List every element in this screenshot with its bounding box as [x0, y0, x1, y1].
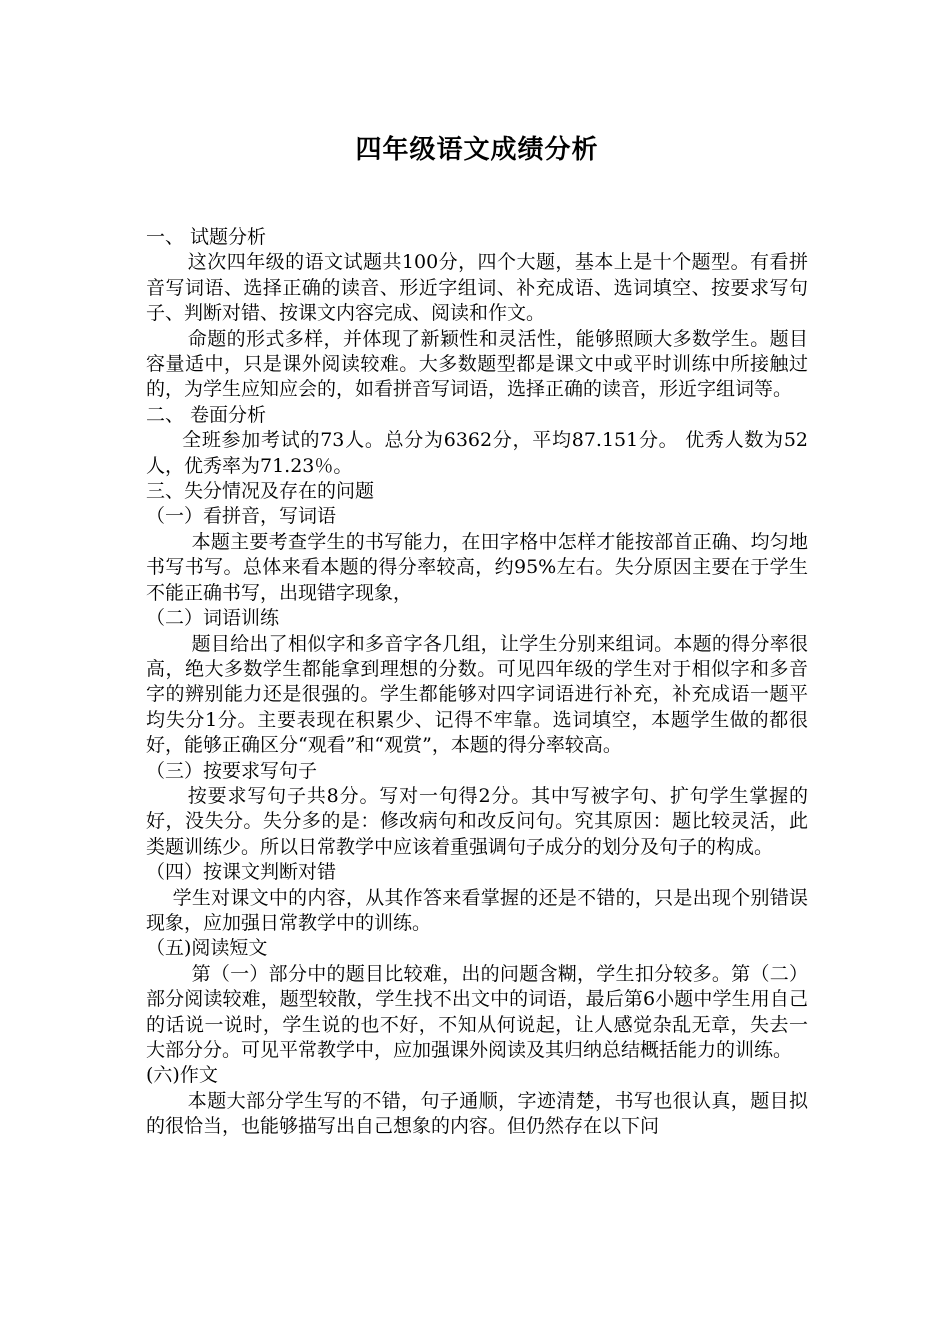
document-title: 四年级语文成绩分析 — [355, 135, 599, 165]
subsection-heading-1: （一）看拼音，写词语 — [146, 505, 337, 528]
subsection-heading-2: （二）词语训练 — [146, 607, 280, 630]
paragraph: 本题大部分学生写的不错，句子通顺，字迹清楚，书写也很认真，题目拟的很恰当，也能够描写出自己想象的内容。但仍然存在以下问 — [146, 1089, 808, 1138]
section-heading-2: 二、 卷面分析 — [146, 403, 267, 426]
paragraph: 本题主要考查学生的书写能力，在田字格中怎样才能按部首正确、均匀地书写书写。总体来看本题的得分率较高，约95%左右。失分原因主要在于学生不能正确书写，出现错字现象， — [146, 530, 808, 604]
paragraph: 题目给出了相似字和多音字各几组，让学生分别来组词。本题的得分率很高，绝大多数学生都能拿到理想的分数。可见四年级的学生对于相似字和多音字的辨别能力还是很强的。学生都能够对四字词语进行补充，补充成语一题平均失分1分。主要表现在积累少、记得不牢靠。选词填空，本题学生做的都很好，能够正确区分“观看”和“观赏”，本题的得分率较高。 — [146, 632, 808, 757]
section-heading-3: 三、失分情况及存在的问题 — [146, 480, 375, 503]
subsection-heading-4: （四）按课文判断对错 — [146, 861, 337, 884]
subsection-heading-5: （五)阅读短文 — [146, 937, 268, 960]
paragraph: 按要求写句子共8分。写对一句得2分。其中写被字句、扩句学生掌握的好，没失分。失分多的是：修改病句和改反问句。究其原因：题比较灵活，此类题训练少。所以日常教学中应该着重强调句子成分的划分及句子的构成。 — [146, 784, 808, 858]
section-heading-1: 一、 试题分析 — [146, 226, 267, 248]
paragraph: 学生对课文中的内容，从其作答来看掌握的还是不错的，只是出现个别错误现象，应加强日常教学中的训练。 — [146, 886, 808, 934]
subsection-heading-3: （三）按要求写句子 — [146, 759, 318, 782]
paragraph: 第（一）部分中的题目比较难，出的问题含糊，学生扣分较多。第（二）部分阅读较难，题型较散，学生找不出文中的词语，最后第6小题中学生用自己的话说一说时，学生说的也不好，不知从何说起，让人感觉杂乱无章，失去一大部分分。可见平常教学中，应加强课外阅读及其归纳总结概括能力的训练。 — [146, 962, 808, 1061]
paragraph: 命题的形式多样，并体现了新颖性和灵活性，能够照顾大多数学生。题目容量适中，只是课外阅读较难。大多数题型都是课文中或平时训练中所接触过的，为学生应知应会的，如看拼音写词语，选择正确的读音，形近字组词等。 — [146, 327, 808, 401]
subsection-heading-6: (六)作文 — [146, 1064, 218, 1087]
document-body — [146, 225, 808, 1140]
paragraph: 这次四年级的语文试题共100分，四个大题，基本上是十个题型。有看拼音写词语、选择正确的读音、形近字组词、补充成语、选词填空、按要求写句子、判断对错、按课文内容完成、阅读和作文。 — [146, 251, 808, 325]
paragraph: 全班参加考试的73人。总分为6362分，平均87.151分。 优秀人数为52人，优秀率为71.23％。 — [146, 429, 808, 477]
